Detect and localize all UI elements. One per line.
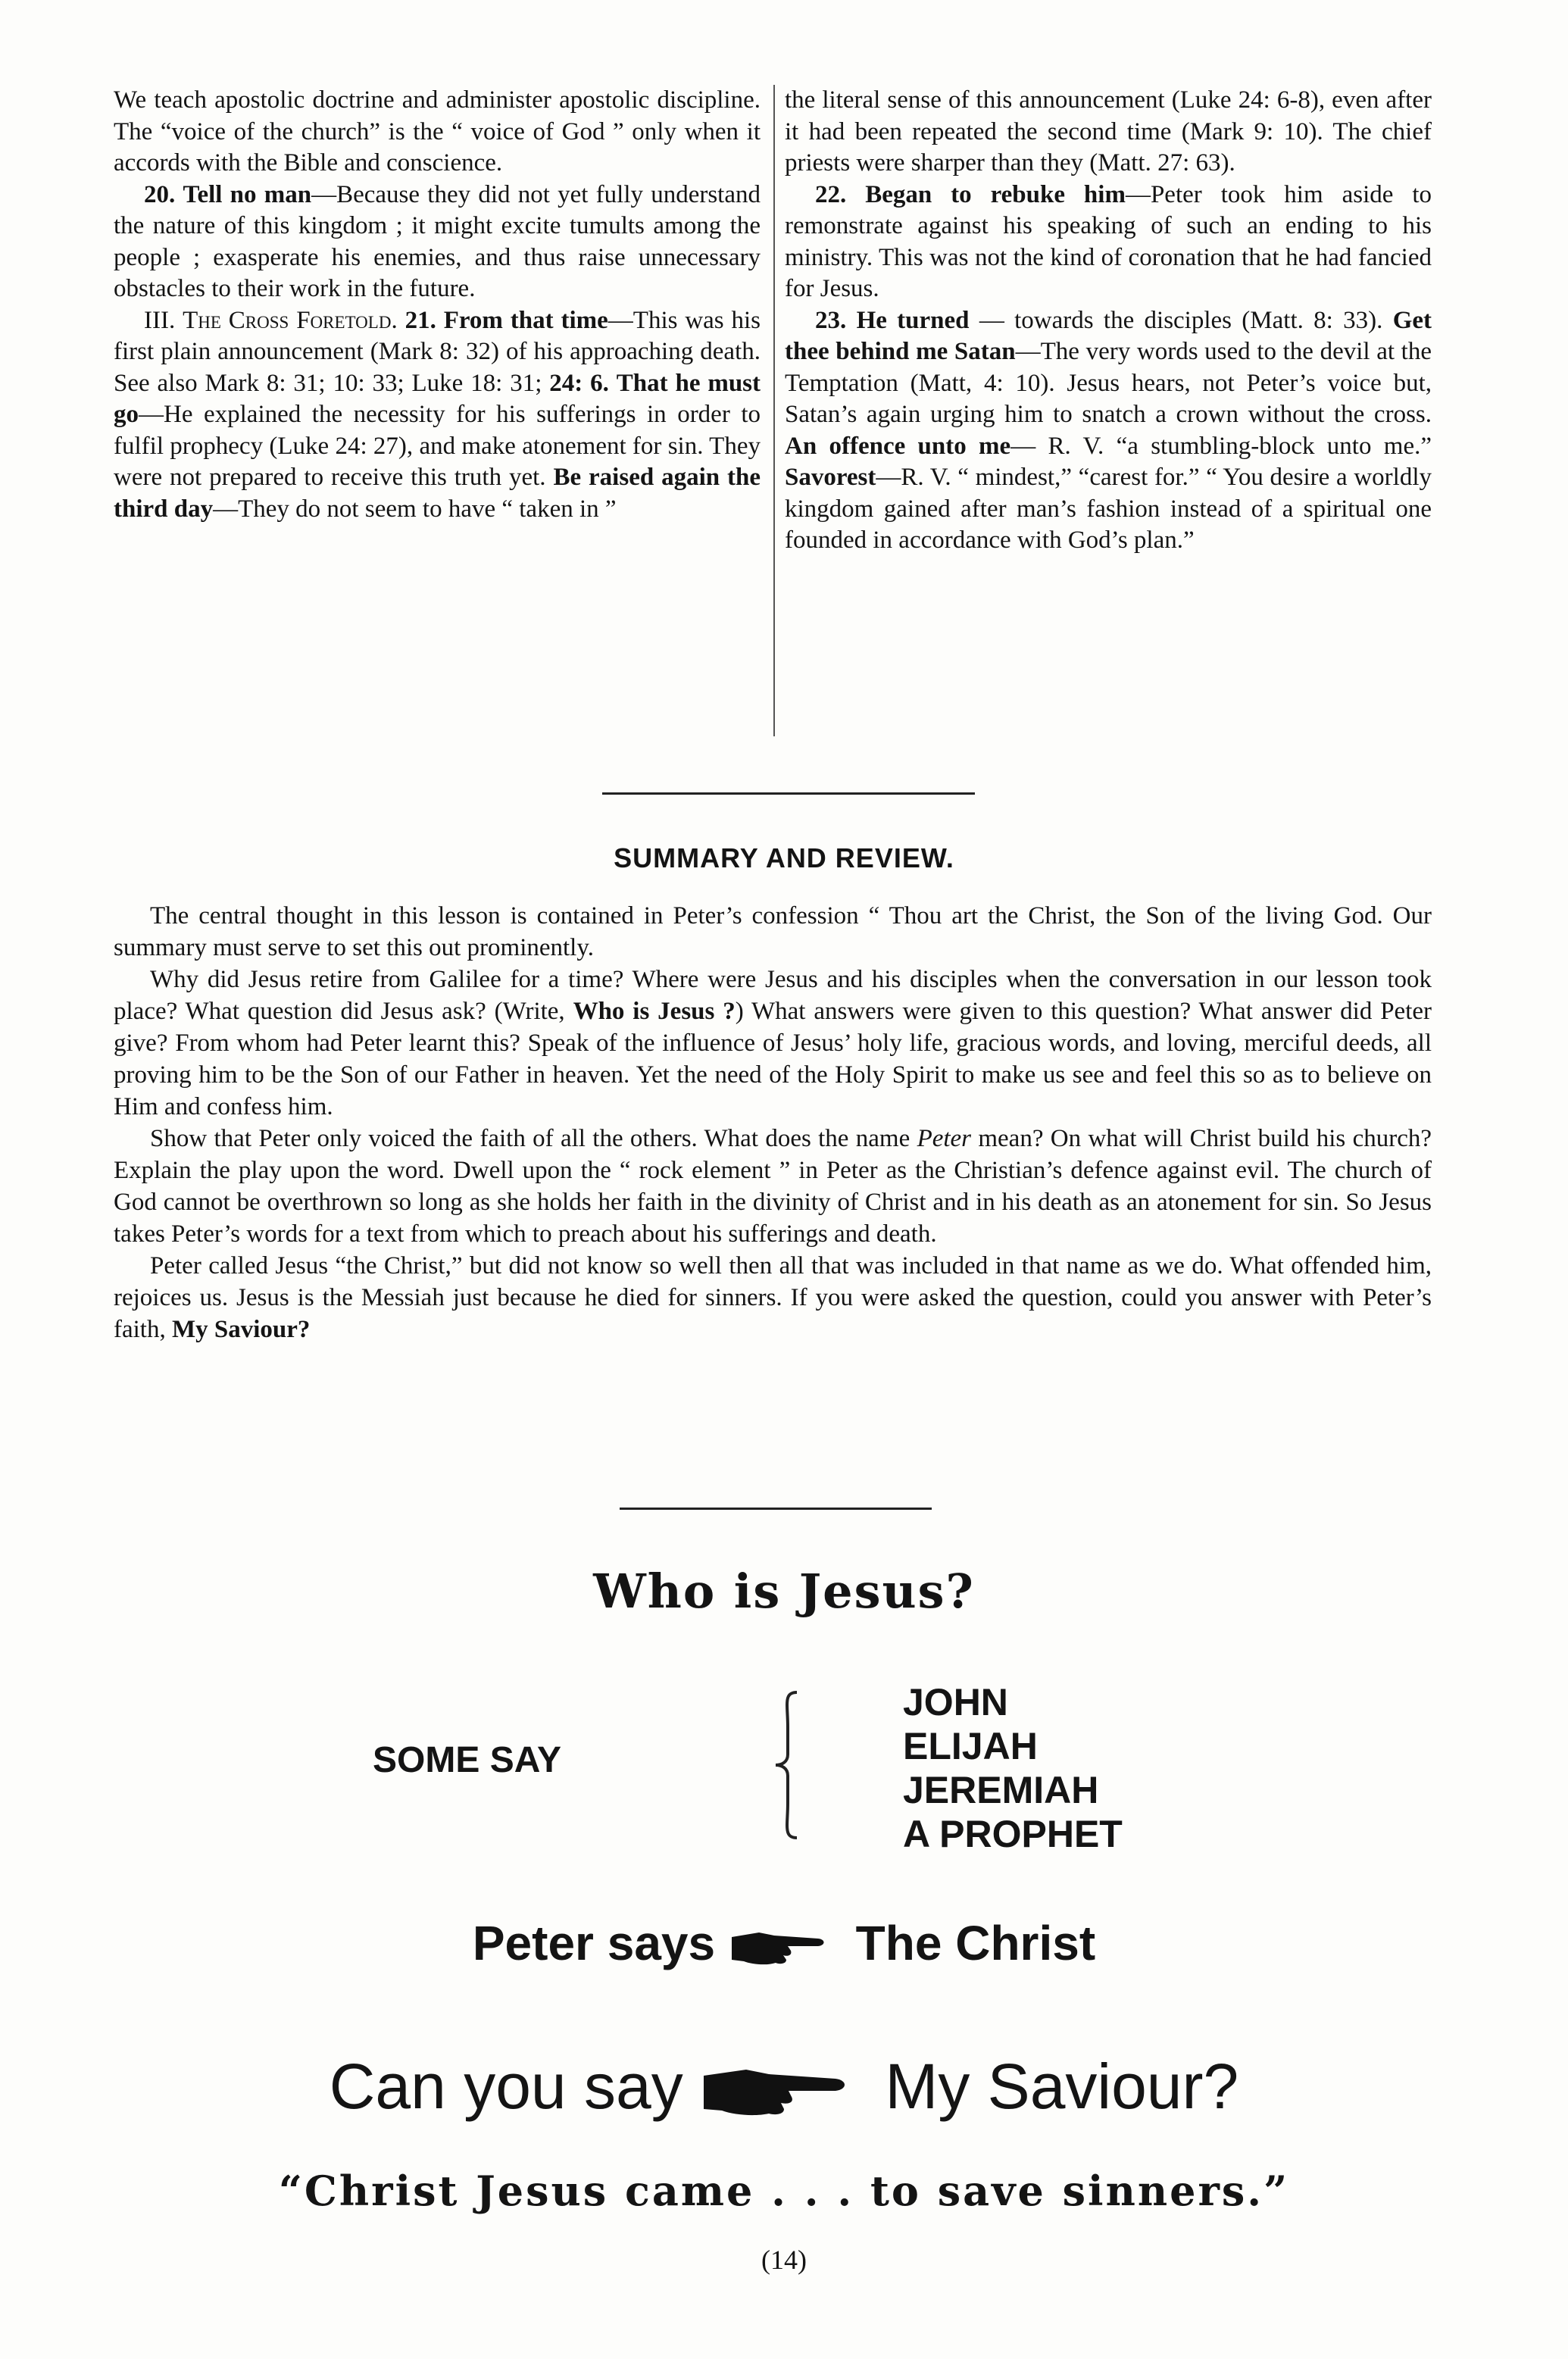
column-divider: [773, 85, 775, 736]
some-say-label: SOME SAY: [373, 1740, 561, 1780]
scripture-ref: 24: 6.: [549, 369, 609, 397]
note-term: He turned: [856, 306, 970, 334]
left-column: [114, 85, 761, 744]
summary-body: [114, 900, 1432, 1345]
note-text: —The very words used to the devil at the Temptation (Matt, 4: 10). Jesus hears, not Peter’s voice but, Satan’s again urging him to snatch a crown without the cross.: [785, 338, 1432, 428]
note-term: An offence unto me: [785, 432, 1011, 460]
note-text: —R. V. “ mindest,” “carest for.” “ You desire a worldly kingdom gained after man’s fashion instead of a spiritual one founded in accordance with God’s plan.”: [785, 464, 1432, 554]
answer-jeremiah: JEREMIAH: [903, 1769, 1099, 1811]
text: Why did Jesus retire from Galilee for a time? Where were Jesus and his disciples when the conversation in our lesson took place? What question did Jesus ask? (Write,: [114, 966, 1432, 1025]
peter-says-line: [0, 1915, 1568, 1971]
divider-rule: [620, 1508, 932, 1510]
text: Peter called Jesus “the Christ,” but did not know so well then all that was included in that name as we do. What offended him, rejoices us. Jesus is the Messiah just because he died for sinners. If you were asked the question, could you answer with Peter’s faith,: [114, 1252, 1432, 1343]
can-you-say-text: Can you say: [329, 2051, 683, 2122]
can-you-say-line: [0, 2050, 1568, 2123]
section-number: III.: [144, 306, 176, 334]
note-term: Be raised again the third day: [114, 464, 761, 523]
note-text: —He explained the necessity for his sufferings in order to fulfil prophecy (Luke 24: 27), and make atonement for sin. They were not prepared to receive this truth yet.: [114, 401, 761, 491]
summary-paragraph-4: [114, 1250, 1432, 1345]
verse-number: 22.: [815, 180, 847, 208]
note-verse-22: [785, 180, 1432, 305]
note-term: From that time: [443, 306, 608, 334]
peter-says-text: Peter says: [472, 1916, 716, 1970]
note-term: Began to rebuke him: [865, 180, 1126, 208]
blackboard-title: Who is Jesus?: [593, 1564, 975, 1619]
note-term: Tell no man: [183, 180, 312, 208]
right-paragraph-1: [785, 85, 1432, 180]
summary-paragraph-1: [114, 900, 1432, 964]
section-title: The Cross Foretold.: [183, 306, 398, 334]
note-term: Get thee behind me Satan: [785, 306, 1432, 365]
note-text: —They do not seem to have “ taken in ”: [213, 495, 617, 523]
answer-elijah: ELIJAH: [903, 1725, 1038, 1767]
note-text: —Peter took him aside to remonstrate against his speaking of such an ending to his ministry. This was not the kind of coronation that he had fancied for Jesus.: [785, 180, 1432, 302]
summary-paragraph-3: [114, 1123, 1432, 1250]
my-saviour-text: My Saviour?: [885, 2051, 1239, 2122]
note-text: —Because they did not yet fully understand the nature of this kingdom ; it might excite tumults among the people ; exasperate his enemies, and thus raise unnecessary obstacles to their work in the future.: [114, 180, 761, 302]
text: Show that Peter only voiced the faith of all the others. What does the name: [150, 1125, 911, 1152]
emphasis: Who is Jesus ?: [573, 998, 736, 1025]
pointing-hand-icon: [701, 2065, 867, 2118]
summary-paragraph-2: [114, 964, 1432, 1123]
answer-a-prophet: A PROPHET: [903, 1813, 1123, 1855]
the-christ-text: The Christ: [855, 1916, 1096, 1970]
page-number: (14): [761, 2245, 807, 2275]
right-column: [785, 85, 1432, 744]
pointing-hand-icon: [729, 1926, 842, 1967]
note-verse-23: [785, 305, 1432, 557]
text: We teach apostolic doctrine and administer apostolic discipline. The “voice of the church” is the “ voice of God ” only when it accords with the Bible and conscience.: [114, 86, 761, 177]
left-paragraph-1: [114, 85, 761, 180]
text: ) What answers were given to this question? What answer did Peter give? From whom had Peter learnt this? Speak of the influence of Jesus’ holy life, gracious words, and loving, merciful deeds, all proving him to be the Son of our Father in heaven. Yet the need of the Holy Spirit to make us see and feel this so as to believe on Him and confess him.: [114, 998, 1432, 1120]
emphasis: Peter: [917, 1125, 972, 1152]
verse-number: 20.: [144, 180, 176, 208]
note-text: — R. V. “a stumbling-block unto me.”: [1010, 432, 1432, 460]
text: the literal sense of this announcement (Luke 24: 6-8), even after it had been repeated the second time (Mark 9: 10). The chief priests were sharper than they (Matt. 27: 63).: [785, 86, 1432, 177]
text: The central thought in this lesson is contained in Peter’s confession “ Thou art the Christ, the Son of the living God. Our summary must serve to set this out prominently.: [114, 902, 1432, 961]
verse-number: 21.: [404, 306, 436, 334]
note-verse-20: [114, 180, 761, 305]
section-iii: [114, 305, 761, 526]
answer-john: JOHN: [903, 1681, 1008, 1723]
answers-list: [903, 1680, 1123, 1856]
two-column-notes: [114, 85, 1432, 744]
verse-number: 23.: [815, 306, 847, 334]
summary-heading: SUMMARY AND REVIEW.: [614, 842, 954, 873]
divider-rule: [602, 792, 975, 795]
curly-brace: [773, 1689, 803, 1841]
note-term: That he must go: [114, 369, 761, 428]
note-term: Savorest: [785, 464, 876, 491]
motto-text: “Christ Jesus came . . . to save sinners.”: [278, 2167, 1290, 2215]
note-text: — towards the disciples (Matt. 8: 33).: [969, 306, 1383, 334]
emphasis: My Saviour?: [171, 1316, 311, 1343]
text: mean? On what will Christ build his church? Explain the play upon the word. Dwell upon the “ rock element ” in Peter as the Christian’s defence against evil. The church of God cannot be overthrown so long as she holds her faith in the divinity of Christ and in his death as an atonement for sin. So Jesus takes Peter’s words for a text from which to preach about his sufferings and death.: [114, 1125, 1432, 1248]
note-text: —This was his first plain announcement (Mark 8: 32) of his approaching death. See also Mark 8: 31; 10: 33; Luke 18: 31;: [114, 306, 761, 397]
